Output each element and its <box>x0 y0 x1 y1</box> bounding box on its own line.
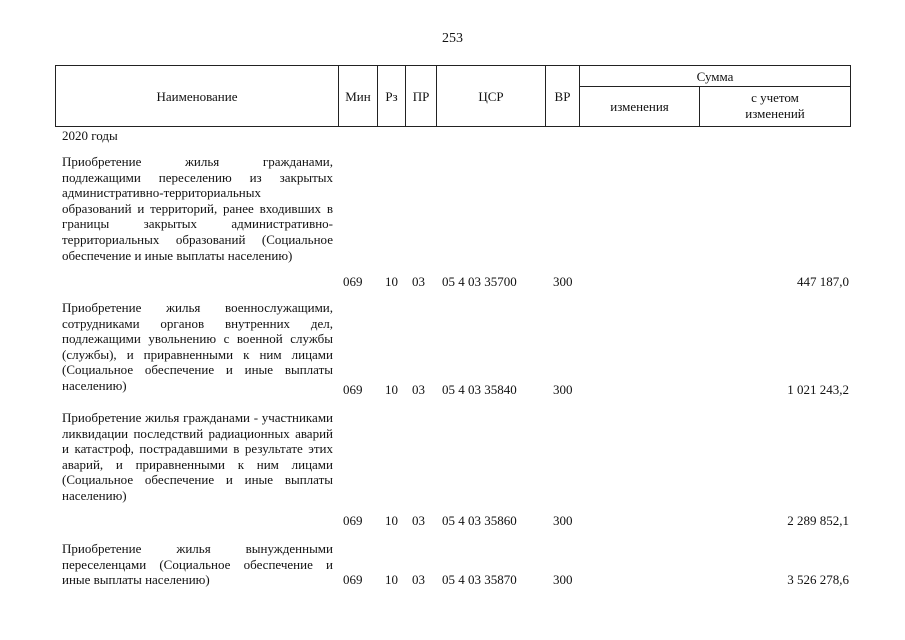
row-name: Приобретение жилья военнослужащими, сотрудниками органов внутренних дел, подлежащими увольнению с военной службы (службы), и приравненными к ним лицами (Социальное обеспечение и иные выплаты населению) <box>62 300 333 393</box>
row-rz: 10 <box>385 572 398 587</box>
row-total: 2 289 852,1 <box>787 513 849 528</box>
row-pr: 03 <box>412 274 425 289</box>
row-pr: 03 <box>412 513 425 528</box>
row-name: Приобретение жилья гражданами - участниками ликвидации последствий радиационных аварий и катастроф, пострадавшими в результате этих аварий, и приравненными к ним лицами (Социальное обеспечение и иные выплаты населению) <box>62 410 333 503</box>
header-changes: изменения <box>610 99 669 114</box>
row-csr: 05 4 03 35840 <box>442 382 517 397</box>
row-min: 069 <box>343 274 363 289</box>
row-total: 3 526 278,6 <box>787 572 849 587</box>
row-min: 069 <box>343 572 363 587</box>
header-with-changes-line2: изменений <box>745 106 805 121</box>
header-name: Наименование <box>156 89 238 104</box>
header-sum: Сумма <box>696 69 734 84</box>
row-csr: 05 4 03 35870 <box>442 572 517 587</box>
header-bottom-border <box>55 126 851 127</box>
page-number: 253 <box>442 31 463 46</box>
row-vr: 300 <box>553 572 573 587</box>
row-pr: 03 <box>412 382 425 397</box>
header-csr: ЦСР <box>478 89 504 104</box>
row-rz: 10 <box>385 513 398 528</box>
row-total: 447 187,0 <box>797 274 849 289</box>
row-name: Приобретение жилья вынужденными переселенцами (Социальное обеспечение и иные выплаты населению) <box>62 541 333 588</box>
sum-subheader-border <box>579 86 851 87</box>
row-vr: 300 <box>553 513 573 528</box>
row-min: 069 <box>343 382 363 397</box>
period-text: 2020 годы <box>62 128 118 143</box>
header-with-changes-line1: с учетом <box>751 90 799 105</box>
header-min: Мин <box>345 89 371 104</box>
row-name: Приобретение жилья гражданами, подлежащими переселению из закрытых административно-территориальных образований и территорий, ранее входивших в границы закрытых административно-территориальных образований (Социальное обеспечение и иные выплаты населению) <box>62 154 333 263</box>
row-rz: 10 <box>385 274 398 289</box>
row-csr: 05 4 03 35860 <box>442 513 517 528</box>
header-vr: ВР <box>554 89 571 104</box>
header-right-border <box>850 65 851 127</box>
row-rz: 10 <box>385 382 398 397</box>
row-total: 1 021 243,2 <box>787 382 849 397</box>
header-top-border <box>55 65 851 66</box>
header-pr: ПР <box>412 89 430 104</box>
header-rz: Рз <box>385 89 398 104</box>
row-vr: 300 <box>553 382 573 397</box>
row-min: 069 <box>343 513 363 528</box>
row-csr: 05 4 03 35700 <box>442 274 517 289</box>
row-pr: 03 <box>412 572 425 587</box>
row-vr: 300 <box>553 274 573 289</box>
